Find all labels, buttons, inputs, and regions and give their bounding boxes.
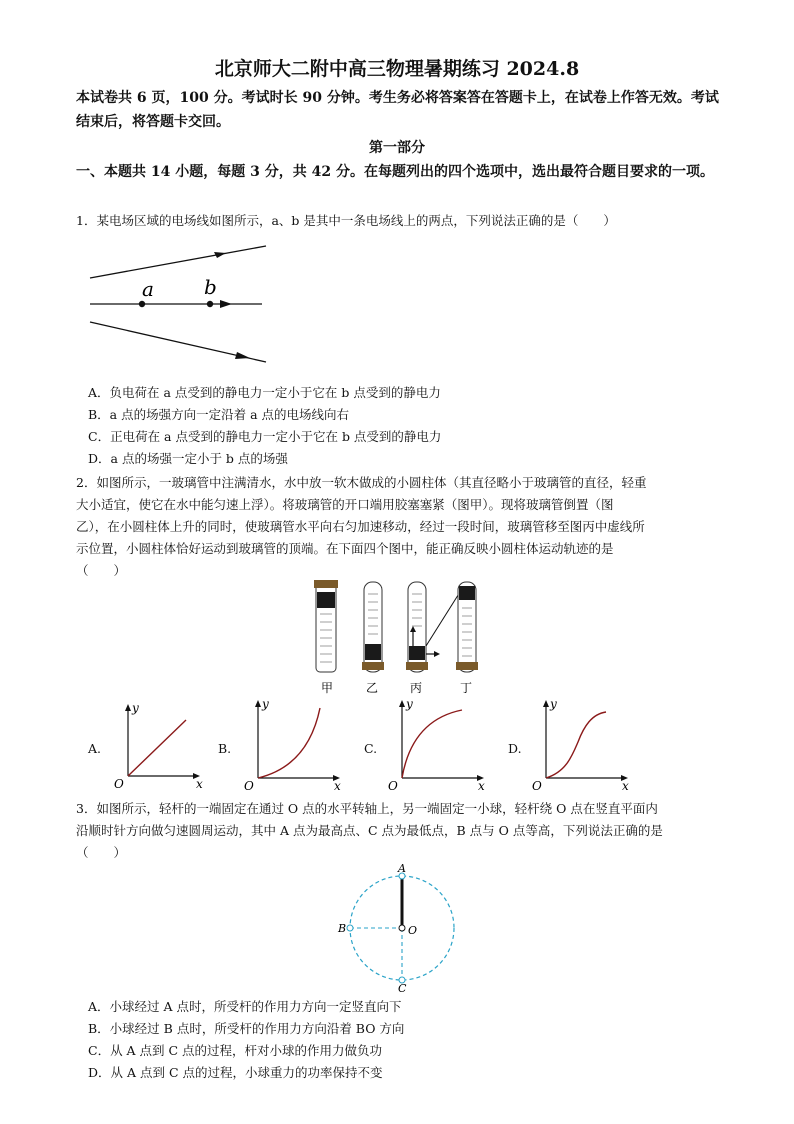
- point-b-dot: [207, 301, 213, 307]
- q3-option-b[interactable]: B．小球经过 B 点时，所受杆的作用力方向沿着 BO 方向: [88, 1021, 405, 1036]
- trajectory-c: [402, 710, 462, 778]
- q1-option-c[interactable]: C．正电荷在 a 点受到的静电力一定小于它在 b 点受到的静电力: [88, 429, 442, 444]
- page-title: 北京师大二附中高三物理暑期练习 2024.8: [214, 58, 580, 80]
- origin-label: O: [388, 779, 398, 792]
- q2-stem-line2: 大小适宜，使它在水中能匀速上浮）。将玻璃管的开口端用胶塞塞紧（图甲）。现将玻璃管倒置（图: [76, 497, 614, 512]
- y-axis-label: y: [262, 697, 269, 711]
- field-line-bottom: [90, 322, 266, 362]
- tube-label-jia: 甲: [321, 681, 334, 695]
- tube-yi: [362, 582, 384, 672]
- point-b-label: b: [204, 275, 217, 299]
- tube-label-bing: 丙: [410, 681, 423, 695]
- q3-option-a[interactable]: A．小球经过 A 点时，所受杆的作用力方向一定竖直向下: [88, 999, 402, 1014]
- tube-jia: [314, 580, 338, 672]
- q3-option-d[interactable]: D．从 A 点到 C 点的过程，小球重力的功率保持不变: [88, 1065, 383, 1080]
- q2-graph-d[interactable]: [526, 696, 636, 792]
- label-a: A: [398, 862, 406, 875]
- q1-stem: 1．某电场区域的电场线如图所示，a、b 是其中一条电场线上的两点，下列说法正确的是（ ）: [76, 213, 616, 228]
- q2-graph-label-c[interactable]: C.: [364, 741, 378, 756]
- section-heading: 一、本题共 14 小题，每题 3 分，共 42 分。在每题列出的四个选项中，选出最符合题目要求的一项。: [76, 164, 714, 180]
- q1-field-lines-figure: [80, 240, 280, 370]
- q3-circle-figure: [336, 862, 466, 992]
- origin-label: O: [532, 779, 542, 792]
- label-b: B: [338, 922, 347, 935]
- q2-graph-c[interactable]: [382, 696, 492, 792]
- q3-stem-line1: 3．如图所示，轻杆的一端固定在通过 O 点的水平转轴上，另一端固定一小球，轻杆绕 O 点在竖直平面内: [76, 801, 658, 816]
- q1-option-d[interactable]: D．a 点的场强一定小于 b 点的场强: [88, 451, 288, 466]
- q2-graph-label-a[interactable]: A.: [88, 741, 102, 756]
- field-line-middle: [90, 300, 262, 308]
- q2-stem-line5: （ ）: [76, 563, 127, 578]
- q2-stem-line1: 2．如图所示，一玻璃管中注满清水，水中放一软木做成的小圆柱体（其直径略小于玻璃管的直径，轻重: [76, 475, 647, 490]
- q2-graph-b[interactable]: [238, 696, 348, 792]
- label-o: O: [408, 924, 418, 937]
- trajectory-a: [128, 720, 186, 776]
- q1-option-a[interactable]: A．负电荷在 a 点受到的静电力一定小于它在 b 点受到的静电力: [88, 385, 441, 400]
- tube-label-yi: 乙: [366, 681, 379, 695]
- point-b-marker: [347, 925, 353, 931]
- q2-graph-label-d[interactable]: D.: [508, 741, 522, 756]
- point-a-label: a: [142, 277, 154, 301]
- y-axis-label: y: [132, 701, 139, 715]
- pivot-o: [399, 925, 405, 931]
- part-heading: 第一部分: [369, 140, 425, 156]
- point-a-dot: [139, 301, 145, 307]
- tube-ding: [456, 582, 478, 672]
- y-axis-label: y: [550, 697, 557, 711]
- q2-tubes-figure: [300, 578, 500, 696]
- y-axis-label: y: [406, 697, 413, 711]
- trajectory-b: [258, 708, 320, 778]
- q1-option-b[interactable]: B．a 点的场强方向一定沿着 a 点的电场线向右: [88, 407, 350, 422]
- q2-stem-line3: 乙），在小圆柱体上升的同时，使玻璃管水平向右匀加速移动，经过一段时间，玻璃管移至图丙中虚线所: [76, 519, 645, 534]
- q2-stem-line4: 示位置，小圆柱体恰好运动到玻璃管的顶端。在下面四个图中，能正确反映小圆柱体运动轨迹的是: [76, 541, 614, 556]
- x-axis-label: x: [196, 777, 203, 790]
- origin-label: O: [244, 779, 254, 792]
- q2-graph-label-b[interactable]: B.: [218, 741, 232, 756]
- x-axis-label: x: [622, 779, 629, 792]
- q2-graph-a[interactable]: [108, 700, 208, 790]
- label-c: C: [398, 982, 407, 992]
- trajectory-d: [546, 712, 606, 778]
- x-axis-label: x: [334, 779, 341, 792]
- x-axis-label: x: [478, 779, 485, 792]
- field-line-top: [90, 246, 266, 278]
- tube-bing: [406, 582, 460, 672]
- tube-label-ding: 丁: [460, 681, 473, 695]
- origin-label: O: [114, 777, 124, 790]
- exam-notice: 本试卷共 6 页，100 分。考试时长 90 分钟。考生务必将答案答在答题卡上，在试卷上作答无效。考试结束后，将答题卡交回。: [76, 90, 719, 130]
- q3-stem-line2: 沿顺时针方向做匀速圆周运动，其中 A 点为最高点、C 点为最低点，B 点与 O 点等高，下列说法正确的是: [76, 823, 663, 838]
- q3-option-c[interactable]: C．从 A 点到 C 点的过程，杆对小球的作用力做负功: [88, 1043, 383, 1058]
- q3-stem-line3: （ ）: [76, 845, 127, 860]
